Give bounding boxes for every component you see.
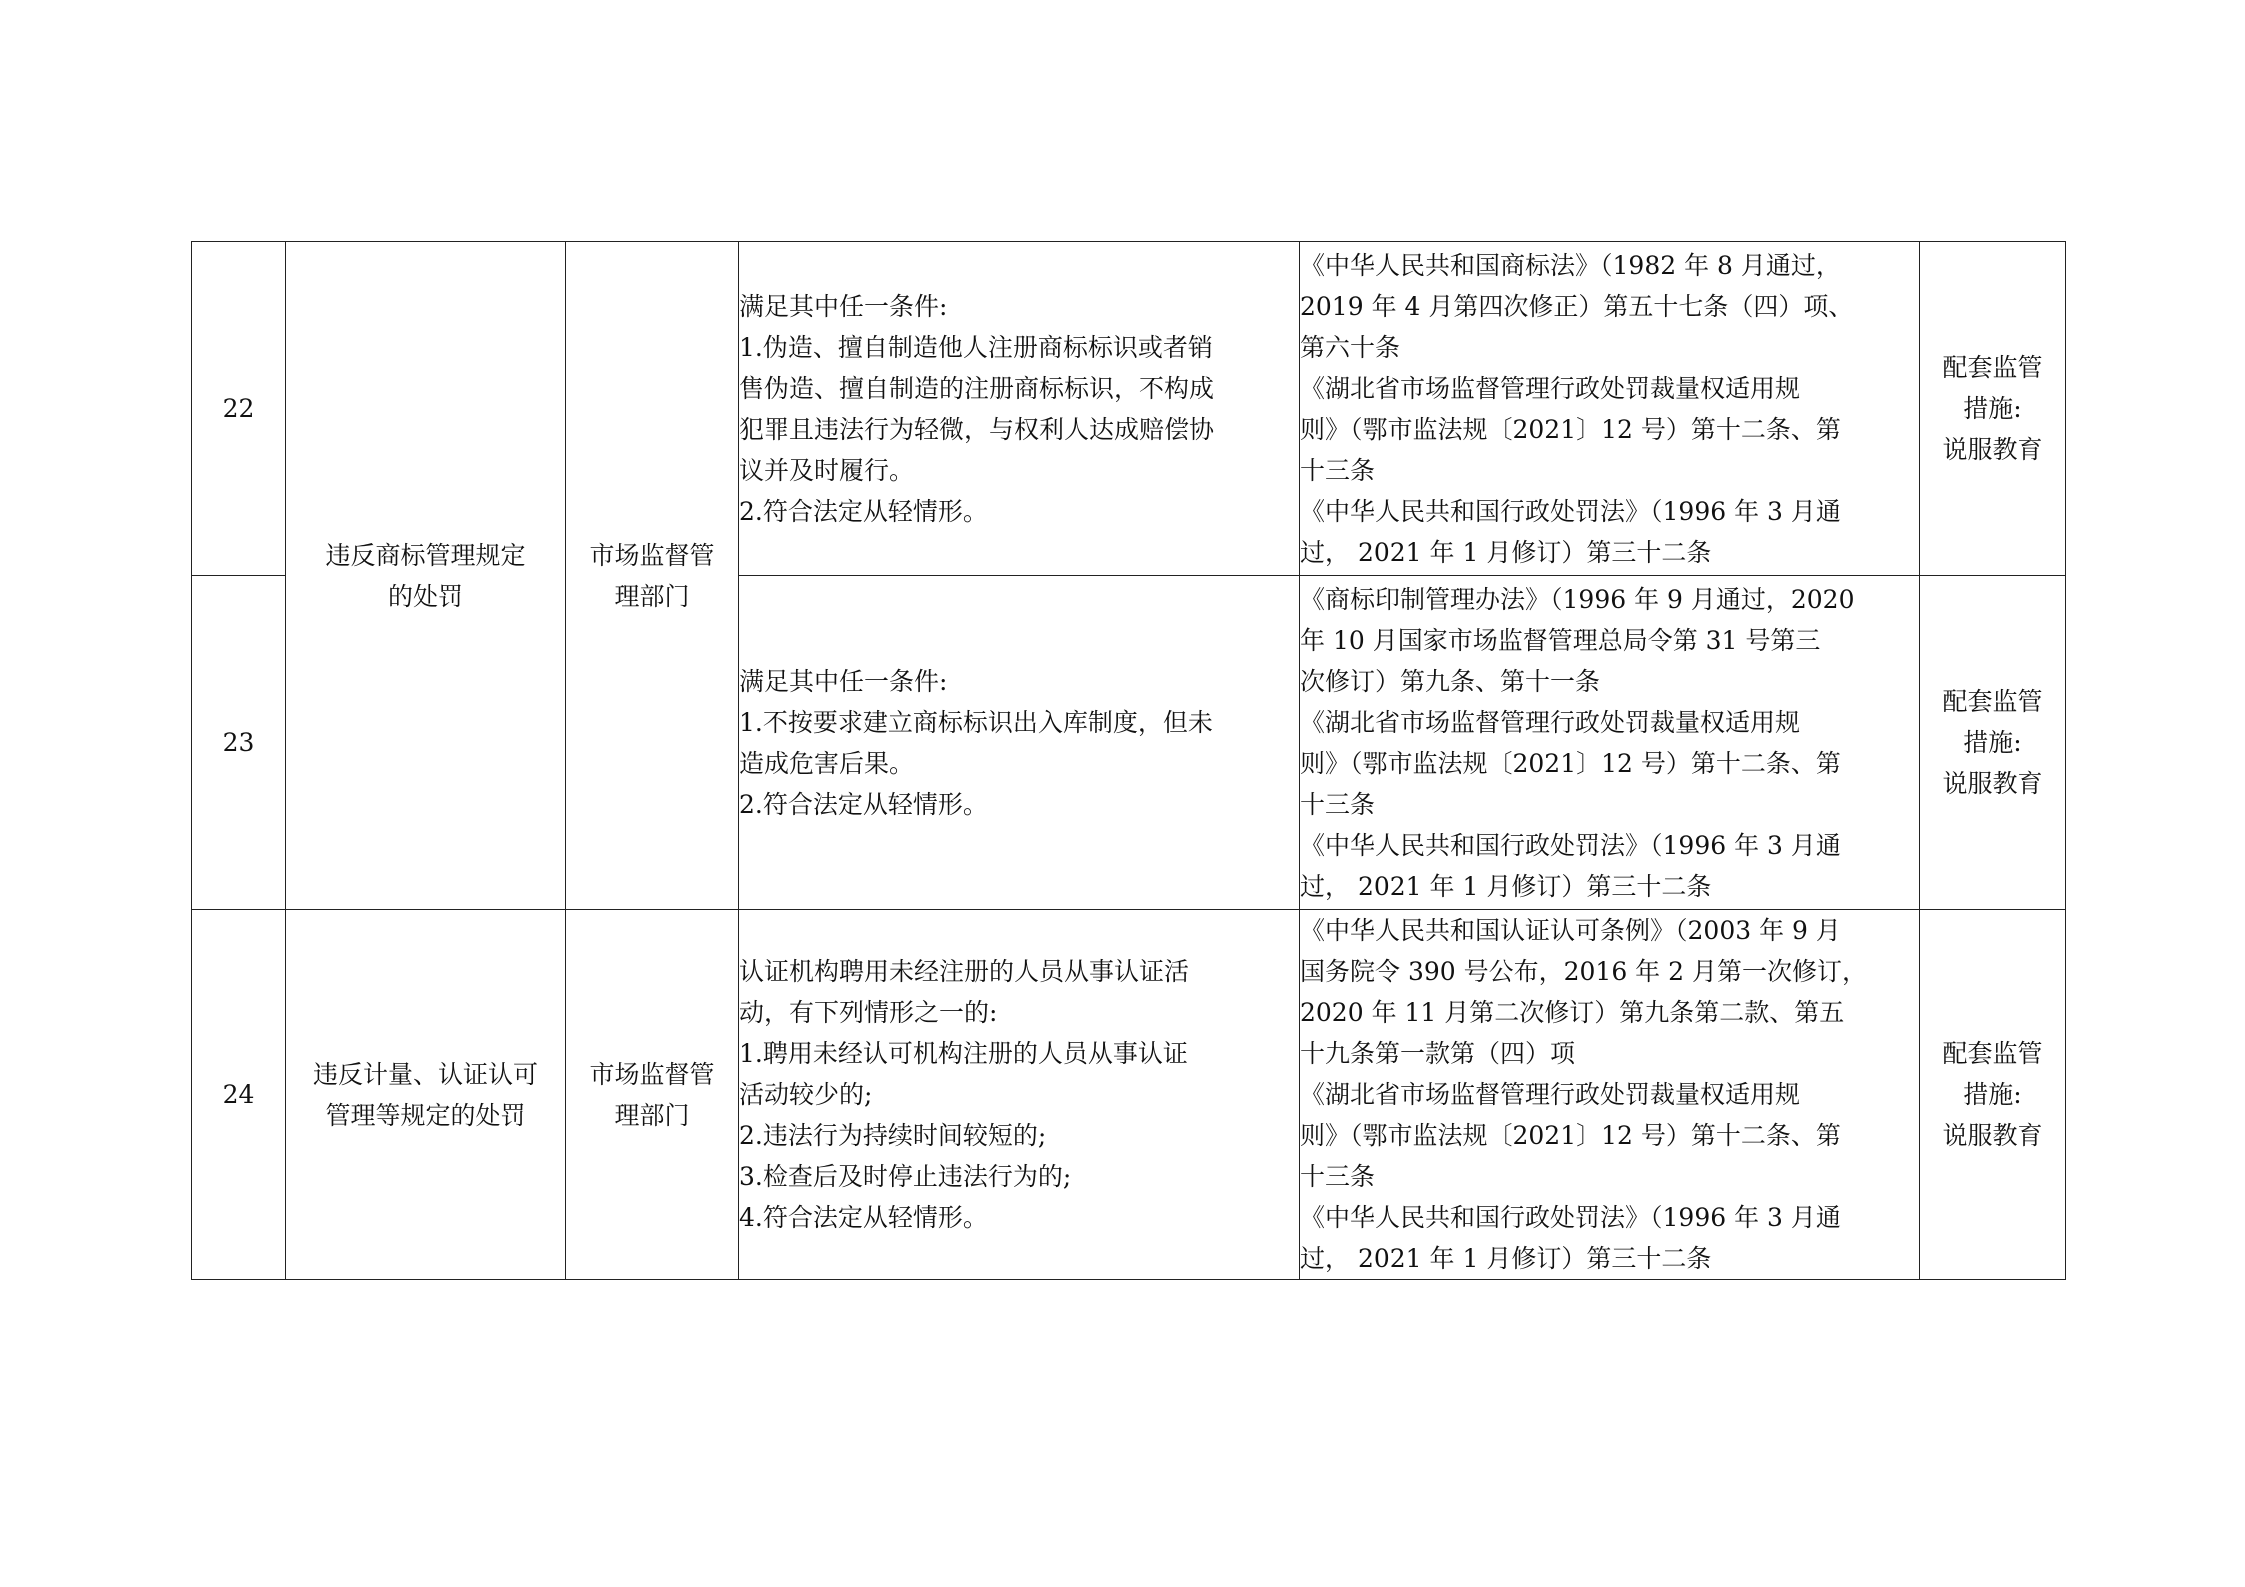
basis-line: 则》（鄂市监法规〔2021〕12 号）第十二条、第 [1300,748,1841,778]
conditions-cell [739,242,1300,576]
measure-line: 配套监管 [1942,1039,2043,1068]
department-line: 市场监督管 [589,540,715,570]
basis-line: 第六十条 [1300,332,1401,362]
basis-line: 过， 2021 年 1 月修订）第三十二条 [1300,871,1712,901]
row-number-text: 23 [222,728,255,757]
department-line: 理部门 [614,1100,690,1130]
basis-line: 十三条 [1300,1162,1376,1191]
table-row [192,910,2066,1280]
measure-cell [1920,242,2066,576]
condition-line: 动，有下列情形之一的: [739,998,998,1027]
penalty-table [191,241,2066,1280]
basis-line: 《湖北省市场监督管理行政处罚裁量权适用规 [1300,1080,1801,1109]
condition-line: 满足其中任一条件: [739,666,948,696]
row-number [192,576,286,910]
condition-line: 犯罪且违法行为轻微，与权利人达成赔偿协 [739,414,1215,444]
table-row [192,242,2066,576]
row-number-text: 22 [222,394,255,423]
basis-line: 《中华人民共和国行政处罚法》（1996 年 3 月通 [1300,830,1841,860]
measure-line: 配套监管 [1942,687,2043,716]
measure-line: 配套监管 [1942,353,2043,382]
department-cell [566,910,739,1280]
row-number-text: 24 [222,1080,255,1109]
violation-item-line: 违反计量、认证认可 [312,1059,538,1089]
condition-line: 1.聘用未经认可机构注册的人员从事认证 [739,1039,1188,1068]
violation-item-line: 管理等规定的处罚 [325,1100,526,1130]
measure-cell [1920,576,2066,910]
condition-line: 1.伪造、擅自制造他人注册商标标识或者销 [739,332,1213,362]
violation-item-cell [286,910,566,1280]
basis-line: 《中华人民共和国认证认可条例》（2003 年 9 月 [1300,916,1841,945]
condition-line: 2.符合法定从轻情形。 [739,496,988,526]
basis-line: 十三条 [1300,789,1376,819]
condition-line: 2.违法行为持续时间较短的; [739,1121,1047,1150]
basis-line: 《中华人民共和国行政处罚法》（1996 年 3 月通 [1300,1203,1841,1232]
row-number [192,242,286,576]
basis-line: 年 10 月国家市场监督管理总局令第 31 号第三 [1300,625,1821,655]
condition-line: 满足其中任一条件: [739,291,948,321]
basis-line: 十九条第一款第（四）项 [1300,1039,1576,1068]
condition-line: 4.符合法定从轻情形。 [739,1203,988,1232]
basis-line: 《商标印制管理办法》（1996 年 9 月通过，2020 [1300,584,1855,614]
basis-line: 过， 2021 年 1 月修订）第三十二条 [1300,537,1712,567]
legal-basis-cell [1300,242,1920,576]
department-cell [566,242,739,910]
legal-basis-cell [1300,910,1920,1280]
basis-line: 过， 2021 年 1 月修订）第三十二条 [1300,1244,1712,1273]
conditions-cell [739,576,1300,910]
condition-line: 2.符合法定从轻情形。 [739,789,988,819]
condition-line: 3.检查后及时停止违法行为的; [739,1162,1072,1191]
condition-line: 活动较少的; [739,1080,873,1109]
measure-line: 说服教育 [1942,769,2043,798]
row-number [192,910,286,1280]
basis-line: 则》（鄂市监法规〔2021〕12 号）第十二条、第 [1300,1121,1841,1150]
conditions-cell [739,910,1300,1280]
basis-line: 《湖北省市场监督管理行政处罚裁量权适用规 [1300,707,1801,737]
legal-basis-cell [1300,576,1920,910]
measure-line: 措施: [1963,394,2022,423]
basis-line: 《中华人民共和国行政处罚法》（1996 年 3 月通 [1300,496,1841,526]
condition-line: 造成危害后果。 [739,748,915,778]
basis-line: 2020 年 11 月第二次修订）第九条第二款、第五 [1300,998,1845,1027]
condition-line: 售伪造、擅自制造的注册商标标识，不构成 [739,373,1215,403]
department-line: 理部门 [614,581,690,611]
basis-line: 则》（鄂市监法规〔2021〕12 号）第十二条、第 [1300,414,1841,444]
violation-item-line: 的处罚 [387,581,463,611]
condition-line: 1.不按要求建立商标标识出入库制度，但未 [739,707,1213,737]
basis-line: 《中华人民共和国商标法》（1982 年 8 月通过， [1300,250,1841,280]
condition-line: 认证机构聘用未经注册的人员从事认证活 [739,957,1190,986]
basis-line: 国务院令 390 号公布，2016 年 2 月第一次修订， [1300,957,1867,986]
basis-line: 《湖北省市场监督管理行政处罚裁量权适用规 [1300,373,1801,403]
basis-line: 十三条 [1300,455,1376,485]
basis-line: 次修订）第九条、第十一条 [1300,666,1601,696]
measure-line: 说服教育 [1942,435,2043,464]
measure-line: 说服教育 [1942,1121,2043,1150]
condition-line: 议并及时履行。 [739,455,915,485]
violation-item-line: 违反商标管理规定 [325,540,526,570]
department-line: 市场监督管 [589,1059,715,1089]
measure-line: 措施: [1963,1080,2022,1109]
measure-line: 措施: [1963,728,2022,757]
basis-line: 2019 年 4 月第四次修正）第五十七条（四）项、 [1300,291,1854,321]
violation-item-cell [286,242,566,910]
measure-cell [1920,910,2066,1280]
